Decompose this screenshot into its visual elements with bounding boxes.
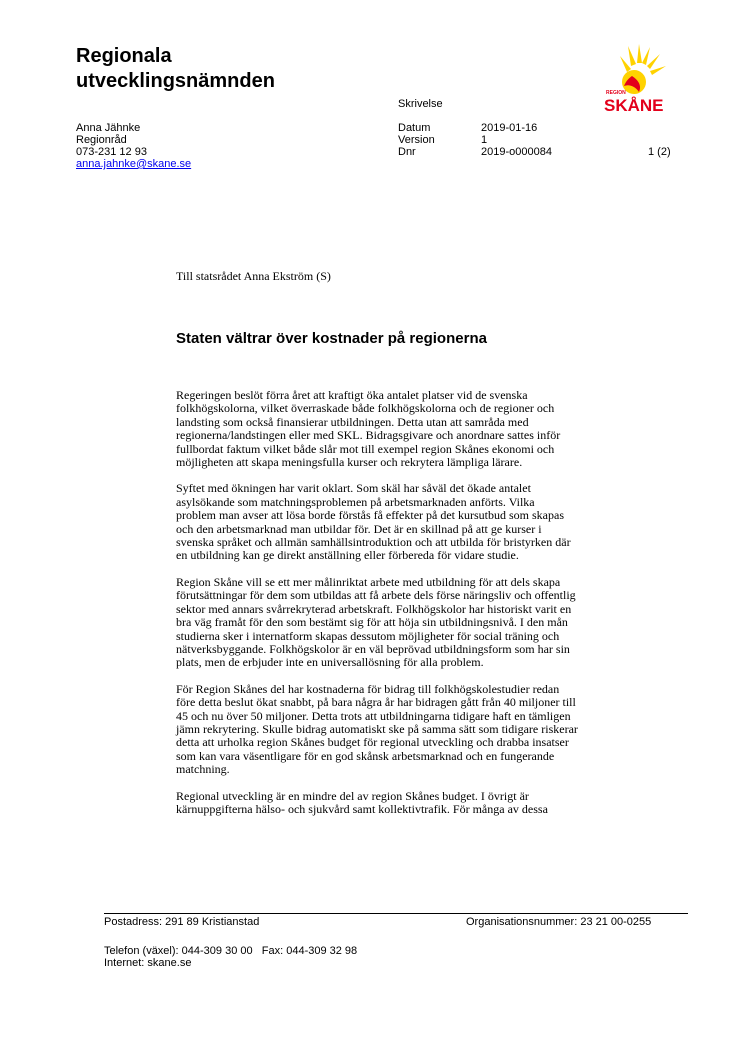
sender-block	[76, 122, 191, 170]
griffin-mark	[620, 44, 666, 94]
body-paragraph	[176, 482, 654, 562]
footer-phone-fax: Telefon (växel): 044-309 30 00 Fax: 044-309 32 98	[104, 945, 358, 957]
letter-headline: Staten vältrar över kostnader på regionerna	[176, 330, 487, 347]
body-line: Syftet med ökningen har varit oklart. Som skäl har såväl det ökade antalet	[176, 481, 531, 496]
body-line: 45 och nu över 50 miljoner. Detta trots att utbildningarna tidigare haft en tämligen	[176, 708, 571, 723]
body-line: matchning.	[176, 762, 230, 777]
sender-phone: 073-231 12 93	[76, 146, 147, 158]
body-line: Regeringen beslöt förra året att kraftigt öka antalet platser vid de svenska	[176, 388, 528, 402]
footer-internet: Internet: skane.se	[104, 957, 192, 969]
body-line: regionerna/landstingen eller med SKL. Bidragsgivare och anordnare sattes inför	[176, 428, 561, 443]
meta-row-version	[398, 134, 552, 146]
footer-postal-address: Postadress: 291 89 Kristianstad	[104, 916, 260, 928]
body-line: och den arbetsmarknad man utbildar för. Det är en skillnad på att ge kurser i	[176, 521, 542, 536]
body-paragraph	[176, 576, 654, 670]
meta-row-dnr	[398, 146, 552, 158]
body-line: bra väg framåt för den som bestämt sig för att höja sin utbildningsnivå. I den mån	[176, 615, 568, 630]
meta-value: 1	[481, 134, 488, 146]
body-line: före detta beslut ökat snabbt, på bara några år har bidragen gått från 40 miljoner till	[176, 695, 576, 710]
logo-big-text: SKÅNE	[604, 96, 664, 114]
body-paragraph	[176, 389, 654, 469]
body-line: Region Skåne vill se ett mer målinriktat arbete med utbildning för att dels skapa	[176, 574, 561, 589]
sender-email-link[interactable]: anna.jahnke@skane.se	[76, 158, 192, 170]
meta-label: Version	[398, 134, 435, 146]
body-line: fullbordat faktum vilket både slår mot till exempel region Skånes ekonomi och	[176, 441, 555, 456]
body-line: detta att urholka region Skånes budget för regional utveckling och drabba insatser	[176, 735, 569, 750]
document-metadata	[398, 122, 552, 158]
sender-name: Anna Jähnke	[76, 122, 141, 134]
letter-body	[176, 389, 654, 829]
meta-value: 2019-o000084	[481, 146, 552, 158]
organization-name-line1: Regionala	[76, 45, 172, 67]
region-skane-logo	[598, 42, 678, 114]
footer-org-number: Organisationsnummer: 23 21 00-0255	[466, 916, 652, 928]
footer-divider	[104, 913, 688, 914]
organization-name-line2: utvecklingsnämnden	[76, 70, 275, 92]
page-number: 1 (2)	[648, 146, 671, 158]
document-type: Skrivelse	[398, 98, 443, 110]
body-line: folkhögskolorna, vilket överraskade både folkhögskolorna och de regioner och	[176, 401, 555, 416]
addressee: Till statsrådet Anna Ekström (S)	[176, 269, 331, 283]
body-line: en utbildning kan ge direkt anställning eller förbereda för vidare studie.	[176, 548, 519, 563]
body-line: förutsättningar för dem som utbildas att få arbete dels förse näringsliv och offentlig	[176, 588, 576, 603]
sender-role: Regionråd	[76, 134, 127, 146]
body-line: sektor med annars svårrekryterad arbetskraft. Folkhögskolor har historiskt varit en	[176, 601, 572, 616]
logo-small-text: REGION	[606, 90, 626, 96]
footer-contact	[104, 945, 357, 969]
body-paragraph	[176, 683, 654, 777]
organization-name	[76, 44, 275, 94]
meta-value: 2019-01-16	[481, 122, 538, 134]
body-paragraph	[176, 790, 654, 817]
meta-label: Dnr	[398, 146, 416, 158]
body-line: svenska språket och allmän samhällsintroduktion och att utbilda för bristyrken där	[176, 535, 571, 550]
body-line: landsting som också finansierar utbildningen. Detta utan att samråda med	[176, 414, 529, 429]
body-line: studierna sker i internatform skapas dessutom möjligheter för social träning och	[176, 628, 560, 643]
body-line: För Region Skånes del har kostnaderna för bidrag till folkhögskolestudier redan	[176, 681, 560, 696]
meta-row-date	[398, 122, 552, 134]
body-line: kärnuppgifterna hälso- och sjukvård samt kollektivtrafik. För många av dessa	[176, 801, 548, 816]
body-line: nätverksbyggande. Folkhögskolor är en väl beprövad utbildningsform som har sin	[176, 641, 570, 656]
meta-label: Datum	[398, 122, 431, 134]
body-line: problem man avser att lösa borde förstås få effekter på det kursutbud som skapas	[176, 508, 564, 523]
body-line: plats, men de erbjuder inte en universallösning för alla problem.	[176, 655, 484, 670]
body-line: Regional utveckling är en mindre del av region Skånes budget. I övrigt är	[176, 788, 529, 803]
body-line: asylsökande som matchningsproblemen på arbetsmarknaden anförts. Vilka	[176, 494, 535, 509]
body-line: jämn rekrytering. Skulle bidrag automatiskt ske på samma sätt som tidigare riskerar	[176, 721, 578, 736]
body-line: som kan vara väsentligare för en god skånsk arbetsmarknad och en fungerande	[176, 748, 555, 763]
body-line: möjligheten att skapa meningsfulla kurser och rekrytera lämpliga lärare.	[176, 455, 523, 470]
